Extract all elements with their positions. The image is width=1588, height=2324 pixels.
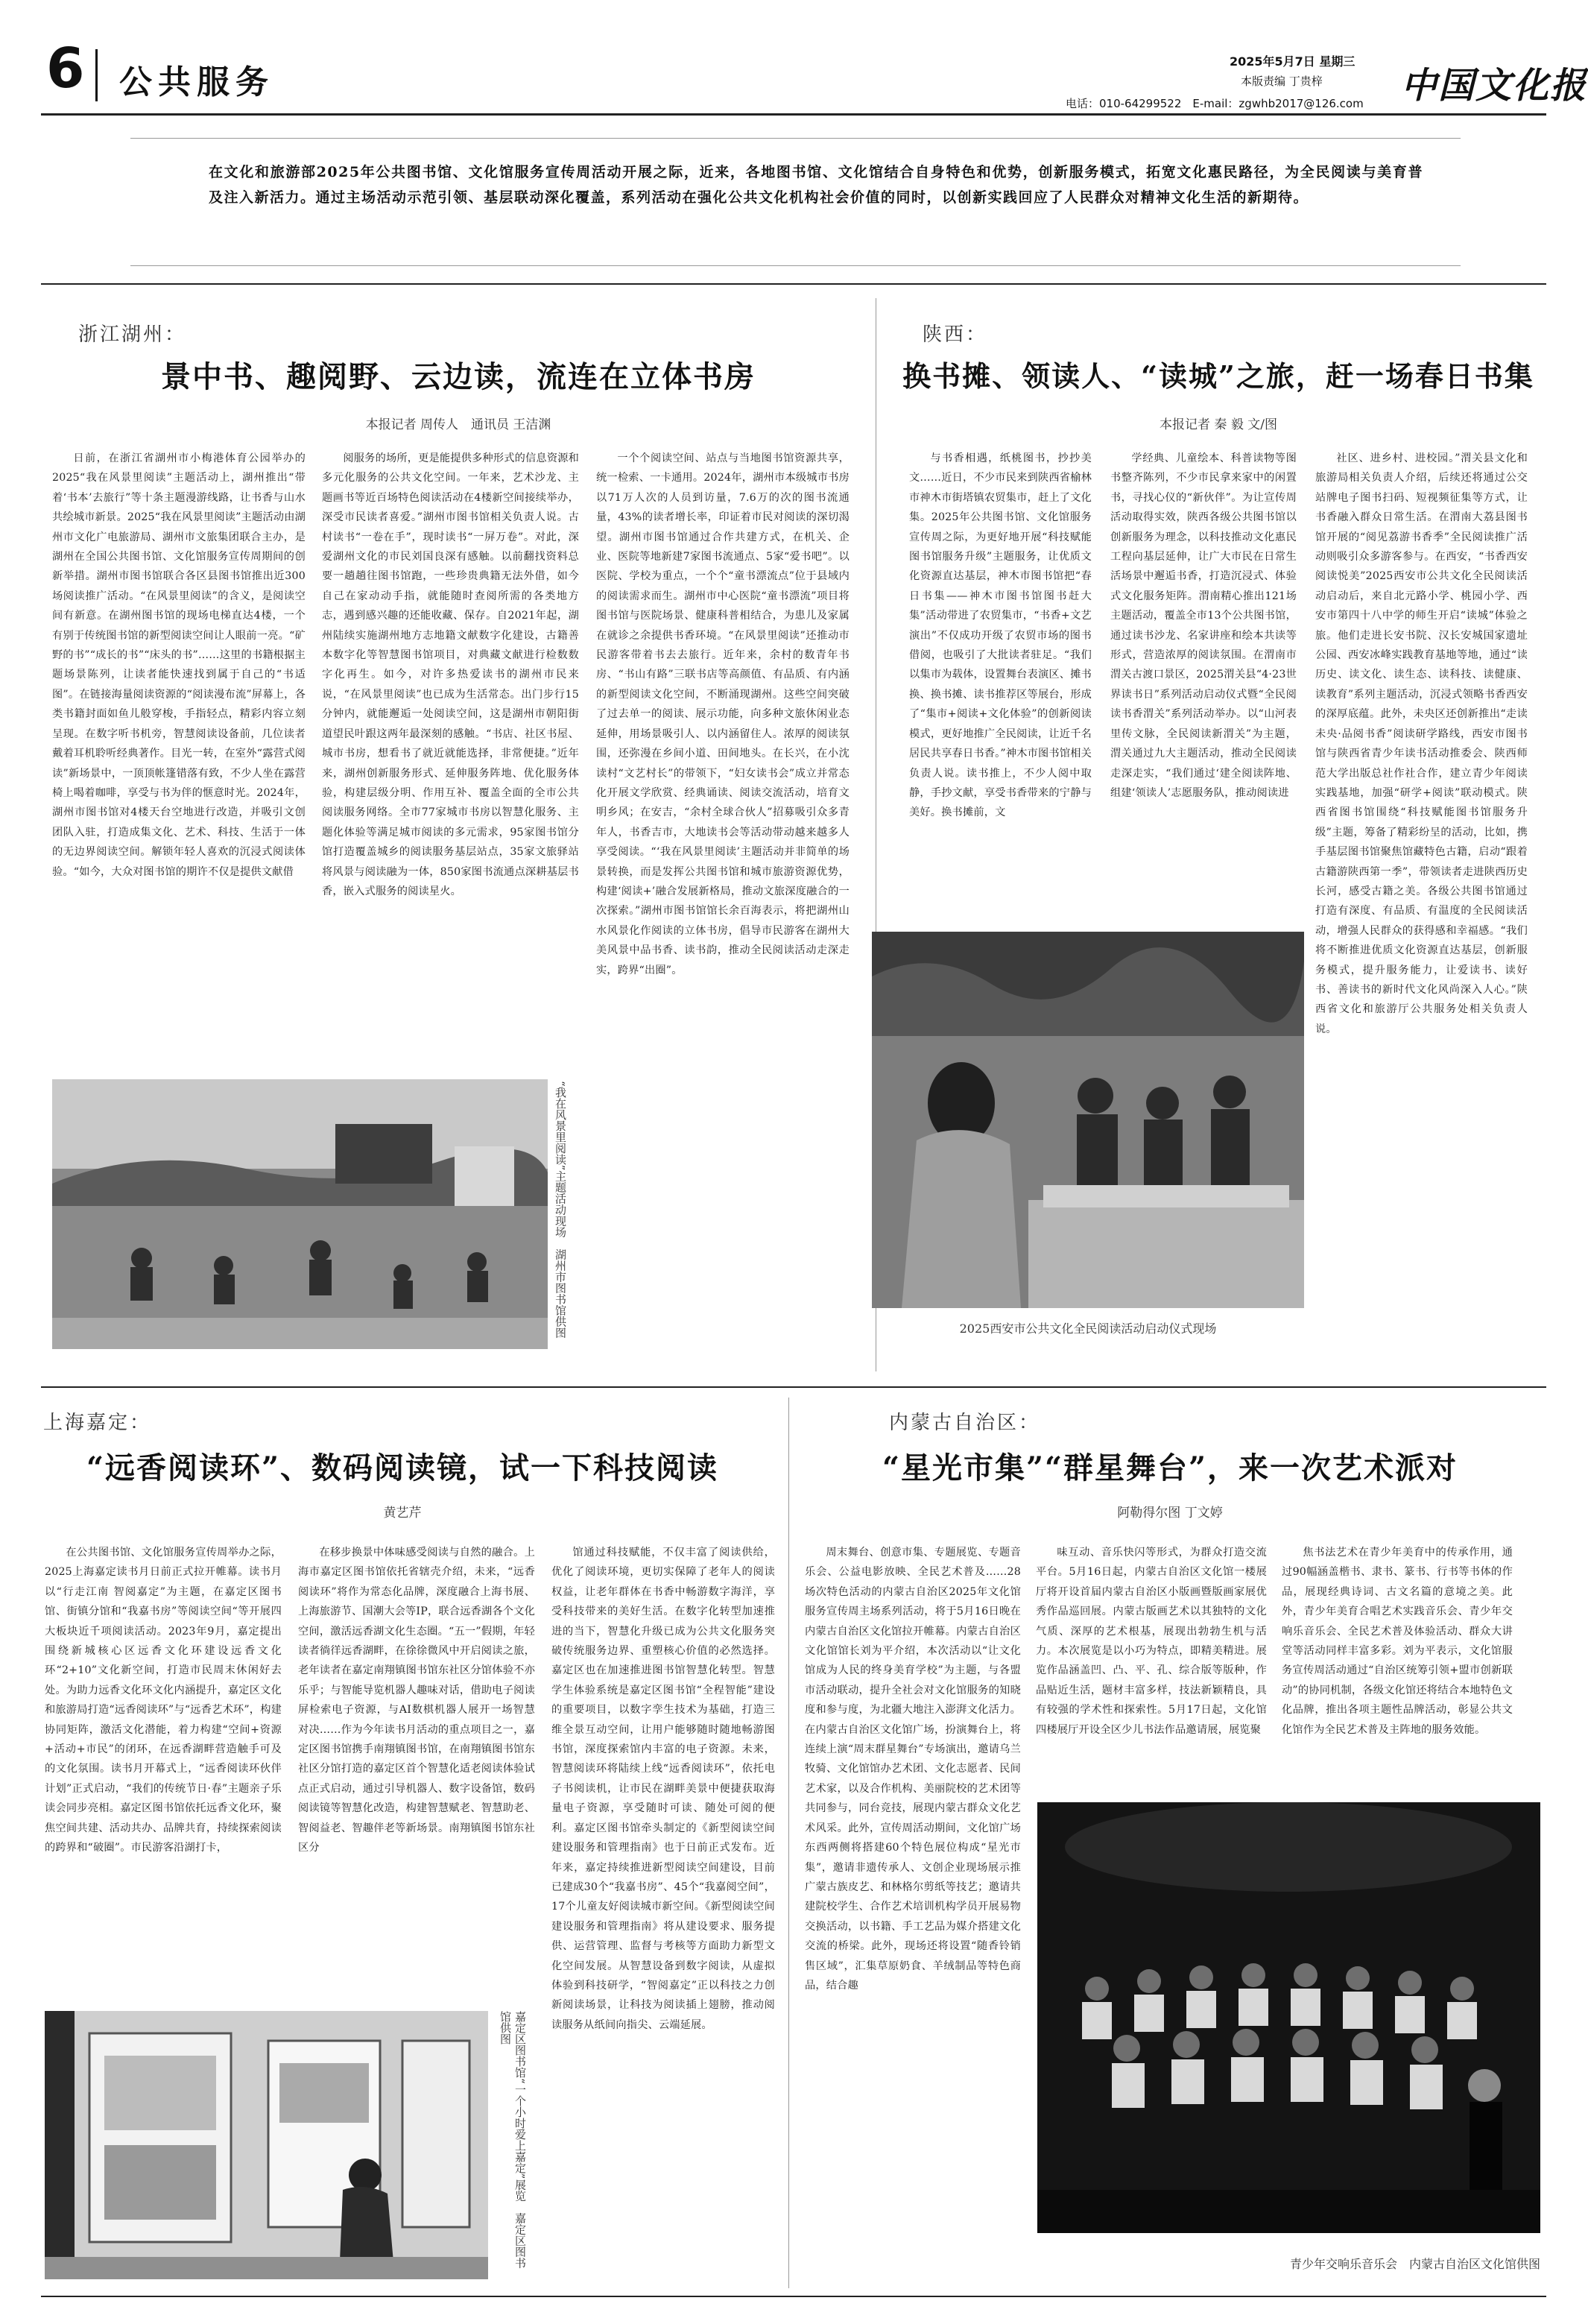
huzhou-photo-scene bbox=[52, 1079, 548, 1349]
body-text: 周末舞台、创意市集、专题展览、专题音乐会、公益电影放映、全民艺术普及……28场次特色活动的内蒙古自治区2025年文化馆服务宣传周主场系列活动，将于5月16日晚在内蒙古自治区文化馆拉开帷幕。内蒙古自治区文化馆馆长刘为平介绍，本次活动以“让文化馆成为人民的终身美育学校”为主题，与各盟市活动联动，提升全社会对文化馆服务的知晓度和参与度，为北疆大地注入澎湃文化活力。在内蒙古自治区文化馆广场，扮演舞台上，将连续上演“周末群星舞台”专场演出，邀请乌兰牧骑、文化馆馆办艺术团、文化志愿者、民间艺术家，以及合作机构、美丽院校的艺术团等共同参与，同台竞技，展现内蒙古群众文化艺术风采。此外，宣传周活动期间，文化馆广场东西两侧将搭建60个特色展位构成“星光市集”，邀请非遗传承人、文创企业现场展示推广蒙古族皮艺、和林格尔剪纸等技艺；邀请共建院校学生、合作艺术培训机构学员开展易物交换活动，以书籍、手工艺品为媒介搭建文化交流的桥梁。此外，现场还将设置“随香铃销售区域”，汇集草原奶食、羊绒制品等特色商品，结合趣 bbox=[805, 1547, 1021, 1992]
page-number: 6 bbox=[46, 37, 85, 101]
middle-rule bbox=[41, 1386, 1546, 1388]
article-huzhou-col3 bbox=[596, 449, 850, 1269]
headline-huzhou: 景中书、趣阅野、云边读，流连在立体书房 bbox=[161, 359, 756, 394]
photo-shaanxi-ceremony bbox=[872, 932, 1304, 1308]
article-neimenggu-col3 bbox=[1282, 1543, 1513, 1789]
photo-caption-neimenggu: 青少年交响乐音乐会 内蒙古自治区文化馆供图 bbox=[1289, 2257, 1540, 2271]
page-bottom-rule bbox=[41, 2296, 1546, 2297]
article-neimenggu-col2 bbox=[1036, 1543, 1267, 1789]
byline-jiading: 黄艺芹 bbox=[383, 1506, 422, 1521]
body-text: 社区、进乡村、进校园。”渭关县文化和旅游局相关负责人介绍，后续还将通过公交站牌电子图书扫码、短视频征集等方式，让书香融入群众日常生活。在渭南大荔县图书馆开展的“阅见荔游书香季”全民阅读推广活动则吸引众多游客参与。在西安，“书香西安 阅读悦美”2025西安市公共文化全民阅读活动启动后，来自北元路小学、桃园小学、西安市第四十八中学的师生开启“读城”体验之旅。他们走进长安书院、汉长安城国家遗址公园、西安冰峰实践教育基地等地，通过“读历史、读文化、读生态、读科技、读健康、读教育”系列主题活动，沉浸式领略书香西安的深厚底蕴。此外，未央区还创新推出“走读未央·品阅书香”阅读研学路线，西安市图书馆与陕西省青少年读书活动推委会、陕西师范大学出版总社作社合作，建立青少年阅读实践基地，加强“研学+阅读”联动模式。陕西省图书馆围绕“科技赋能图书馆服务升级”主题，筹备了精彩纷呈的活动，比如，携手基层图书馆聚焦馆藏特色古籍，启动“跟着古籍游陕西第一季”，带领读者走进陕西历史长河，感受古籍之美。各级公共图书馆通过打造有深度、有品质、有温度的全民阅读活动，增强人民群众的获得感和幸福感。“我们将不断推进优质文化资源直达基层，创新服务模式，提升服务能力，让爱读书、读好书、善读书的新时代文化风尚深入人心。”陕西省文化和旅游厅公共服务处相关负责人说。 bbox=[1315, 452, 1528, 1035]
article-neimenggu-col1 bbox=[805, 1543, 1021, 2277]
page-number-rule bbox=[95, 49, 98, 101]
intro-text: 在文化和旅游部2025年公共图书馆、文化馆服务宣传周活动开展之际，近来，各地图书馆、文化馆结合自身特色和优势，创新服务模式，拓宽文化惠民路径，为全民阅读与美育普及注入新活力。通过主场活动示范引领、基层联动深化覆盖，系列活动在强化公共文化机构社会价值的同时，以创新实践回应了人民群众对精神文化生活的新期待。 bbox=[209, 164, 1423, 206]
photo-neimenggu-orchestra bbox=[1037, 1802, 1540, 2233]
editor-line: 本版责编 丁贵梓 bbox=[1241, 75, 1323, 88]
column-divider-bottom bbox=[788, 1398, 789, 2288]
intro-box bbox=[130, 138, 1461, 266]
byline-huzhou: 本报记者 周传人 通讯员 王洁渊 bbox=[365, 417, 551, 432]
section-title: 公共服务 bbox=[119, 63, 274, 101]
jiading-photo-scene bbox=[45, 2011, 488, 2279]
region-label-jiading: 上海嘉定： bbox=[43, 1412, 152, 1434]
article-huzhou-col2 bbox=[322, 449, 579, 1052]
region-label-neimenggu: 内蒙古自治区： bbox=[889, 1412, 1041, 1434]
contact-line: 电话：010-64299522 E-mail：zgwhb2017@126.com bbox=[1066, 97, 1364, 110]
article-jiading-col2 bbox=[298, 1543, 535, 1994]
article-jiading-col1 bbox=[45, 1543, 282, 1994]
body-text: 一个个阅读空间、站点与当地图书馆资源共享，统一检索、一卡通用。2024年，湖州市本级城市书房以71万人次的人员到访量，7.6万的次的图书流通量，43%的读者增长率，印证着市民对阅读的深切渴望。湖州市图书馆通过合作共建方式，在机关、企业、医院等地新建7家图书流通点、5家“爱书吧”。以医院、学校为重点，一个个“童书漂流点”位于县域内的阅读需求而生。湖州市中心医院“童书漂流”项目将图书馆与医院场景、健康科普相结合，为患儿及家属在就诊之余提供书香环境。“在风景里阅读”还推动市民游客带着书去去旅行。近年来，余村的数青年书房、“书山有路”三联书店等高颜值、有品质、有内涵的新型阅读文化空间，不断涌现湖州。这些空间突破了过去单一的阅读、展示功能，向多种文旅休闲业态延伸，用场景吸引人、以内涵留住人。浓厚的阅读氛围，还弥漫在乡间小道、田间地头。在长兴，在小沈读村“文艺村长”的带领下，“妇女读书会”成立并常态化开展文学欣赏、经典诵读、阅读交流活动，培育文明乡风；在安吉，“余村全球合伙人”招募吸引众多青年人，书香吉市，大地读书会等活动带动越来越多人享受阅读。“‘我在风景里阅读’主题活动并非简单的场景转换，而是发挥公共图书馆和城市旅游资源优势，构建‘阅读+’融合发展新格局，推动文旅深度融合的一次探索。”湖州市图书馆馆长余百海表示，将把湖州山水风景化作阅读的立体书房，倡导市民游客在湖州大美风景中品书香、读书韵，推动全民阅读活动走深走实，跨界“出圈”。 bbox=[596, 452, 850, 976]
body-text: 焦书法艺术在青少年美育中的传承作用，通过90幅涵盖楷书、隶书、篆书、行书等书体的作品，展现经典诗词、古文名篇的意境之美。此外，青少年美育合唱艺术实践音乐会、青少年交响乐音乐会、全民艺术普及体验活动、群众大讲堂等活动同样丰富多彩。刘为平表示，文化馆服务宣传周活动通过“自治区统筹引领+盟市创新联动”的协同机制，各级文化馆还将结合本地特色文化品牌，推出各项主题性品牌活动，彰显公共文化馆作为全民艺术普及主阵地的服务效能。 bbox=[1282, 1547, 1513, 1736]
article-shaanxi-col1 bbox=[909, 449, 1092, 926]
body-text: 与书香相遇，纸桃图书，抄抄美文……近日，不少市民来到陕西省榆林市神木市街塔镇农贸集市，赶上了文化集。2025年公共图书馆、文化馆服务宣传周之际，为更好地开展“科技赋能图书馆服务升级”主题服务，让优质文化资源直达基层，神木市图书馆把“春日书集——神木市图书馆图书赶大集”活动带进了农贸集市，“书香+文艺演出”不仅成功开级了农贸市场的图书借阅，也吸引了大批读者驻足。“我们以集市为载体，设置舞台表演区、摊书换、换书摊、读书推荐区等展台，形成了“集市+阅读+文化体验”的创新阅读模式，更好地推广全民阅读，让近千名居民共享春日书香。”神木市图书馆相关负责人说。读书推上，不少人阅中取静，手抄文献，享受书香带来的宁静与美好。换书摊前，文 bbox=[909, 452, 1092, 819]
body-text: 学经典、儿童绘本、科普读物等图书整齐陈列，不少市民拿来家中的闲置书，寻找心仪的“新伙伴”。为让宣传周活动取得实效，陕西各级公共图书馆以创新服务为理念，以科技推动文化惠民工程向基层延伸，让广大市民在日常生活场景中邂逅书香，打造沉浸式、体验式文化服务矩阵。渭南精心推出121场主题活动，覆盖全市13个公共图书馆，通过读书沙龙、名家讲座和绘本共读等形式，营造浓厚的阅读氛围。在渭南市渭关古渡口景区，2025渭关县“4·23世界读书日”系列活动启动仪式暨“全民阅读书香渭关”系列活动举办。以“山河表里传文脉，全民阅读新渭关”为主题，渭关通过九大主题活动，推动全民阅读走深走实，“我们通过‘建全阅读阵地、组建‘领读人’志愿服务队，推动阅读进 bbox=[1110, 452, 1297, 799]
byline-neimenggu: 阿勒得尔图 丁文婷 bbox=[1117, 1506, 1223, 1521]
article-shaanxi-col2 bbox=[1110, 449, 1297, 926]
headline-jiading: “远香阅读环”、数码阅读镜，试一下科技阅读 bbox=[86, 1450, 718, 1485]
body-text: 阅服务的场所，更是能提供多种形式的信息资源和多元化服务的公共文化空间。一年来，艺术沙龙、主题画书等近百场特色阅读活动在4楼新空间接续举办，深受市民读者喜爱。”湖州市图书馆相关负责人说。古村读书“一卷在手”，现时读书“一屏万卷”。对此，深爱湖州文化的市民刘国良深有感触。以前翻找资料总要一趟趟往图书馆跑，一些珍贵典籍无法外借，如今自己在家动动手指，就能随时查阅所需的各类地方志，遇到感兴趣的还能收藏、保存。自2021年起，湖州陆续实施湖州地方志地籍文献数字化建设，古籍善本数字化等智慧图书馆项目，对典藏文献进行检数数字化再生。如今，对许多热爱读书的湖州市民来说，“在风景里阅读”也已成为生活常态。出门步行15分钟内，就能邂逅一处阅读空间，这是湖州市朝阳街道望民叶跟这两年最深刻的感触。“书店、社区书屋、城市书房，想看书了就近就能选择，非常便捷。”近年来，湖州创新服务形式、延伸服务阵地、优化服务体验，构建层级分明、作用互补、覆盖全面的全市公共阅读服务网络。全市77家城市书房以智慧化服务、主题化体验等满足城市阅读的多元需求，95家图书馆分馆打造覆盖城乡的阅读服务基层站点，35家文旅驿站将风景与阅读融为一体，850家图书流通点深耕基层书香，嵌入式服务的阅读星火。 bbox=[322, 452, 579, 897]
photo-caption-huzhou: “我在风景里阅读”主题活动现场 湖州市图书馆供图 bbox=[554, 1081, 567, 1339]
body-text: 在公共图书馆、文化馆服务宣传周举办之际，2025上海嘉定读书月日前正式拉开帷幕。读书月以“行走江南 智阅嘉定”为主题，在嘉定区图书馆、街镇分馆和“我嘉书房”等阅读空间“等开展四大板块近千项阅读活动。2023年9月，嘉定提出围绕新城核心区远香文化环建设远香文化环“2+10”文化新空间，打造市民周末休闲好去处。为助力远香文化环文化内涵提升，嘉定区文化和旅游局打造“远香阅读环”与“远香艺术环”，构建协同矩阵，激活文化潜能，着力构建“空间+资源+活动+市民”的闭环，在远香湖畔营造触手可及的文化氛围。读书月开幕式上，“远香阅读环伙伴计划”正式启动，“我们的传统节日·春”主题亲子乐读会同步亮相。嘉定区图书馆依托远香文化环，聚焦空间共建、活动共办、品牌共育，持续探索阅读的跨界和“破圈”。市民游客沿湖打卡， bbox=[45, 1547, 282, 1854]
masthead bbox=[0, 0, 1588, 119]
region-label-huzhou: 浙江湖州： bbox=[78, 323, 187, 346]
date-line: 2025年5月7日 星期三 bbox=[1230, 54, 1356, 69]
article-jiading-col3 bbox=[551, 1543, 775, 2273]
headline-shaanxi: 换书摊、领读人、“读城”之旅，赶一场春日书集 bbox=[902, 359, 1534, 393]
article-shaanxi-col3 bbox=[1315, 449, 1528, 1351]
body-text: 馆通过科技赋能，不仅丰富了阅读供给，优化了阅读环境，更切实保障了老年人的阅读权益，让老年群体在书香中畅游数字海洋，享受科技带来的美好生活。在数字化转型加速推进的当下，智慧化升级已成为公共文化服务突破传统服务边界、重塑核心价值的必然选择。嘉定区也在加速推进图书馆智慧化转型。智慧学生体验系统是嘉定区图书馆“全程智能”建设的重要项目，以数字孪生技术为基础，打造三维全景互动空间，让用户能够随时随地畅游图书馆，深度探索馆内丰富的电子资源。未来，智慧阅读环将陆续上线“远香阅读环”，依托电子书阅读机，让市民在湖畔美景中便捷获取海量电子资源，享受随时可读、随处可阅的便利。嘉定区图书馆牵头制定的《新型阅读空间建设服务和管理指南》也于日前正式发布。近年来，嘉定持续推进新型阅读空间建设，目前已建成30个“我嘉书房”、45个“我嘉阅空间”，17个儿童友好阅读城市新空间。《新型阅读空间建设服务和管理指南》将从建设要求、服务提供、运营管理、监督与考核等方面助力新型文化空间发展。从智慧设备到数字阅读，从虚拟体验到科技研学，“智阅嘉定”正以科技之力创新阅读场景，让科技为阅读插上翅膀，推动阅读服务从纸间向指尖、云端延展。 bbox=[551, 1547, 775, 2031]
article-huzhou-col1 bbox=[52, 449, 306, 1052]
intro-bottom-rule bbox=[41, 283, 1546, 285]
shaanxi-photo-scene bbox=[872, 932, 1304, 1308]
body-text: 在移步换景中体味感受阅读与自然的融合。上海市嘉定区图书馆依托省辖壳介绍，未来，“远香阅读环”将作为常态化品牌，深度融合上海书展、上海旅游节、国潮大会等IP，联合远香湖各个文化空间，激活远香湖文化生态圈。“五一”假期，年轻读者徜徉远香湖畔，在徐徐微风中开启阅读之旅，老年读者在嘉定南翔镇图书馆东社区分馆体验不亦乐乎；与智能导览机器人趣味对话，借助电子阅读屏检索电子资源，与AI数棋机器人展开一场智慧对决……作为今年读书月活动的重点项目之一，嘉定区图书馆携手南翔镇图书馆，在南翔镇图书馆东社区分馆打造的嘉定区首个智慧化适老阅读体验试点正式启动，通过引导机器人、数字设备馆，数码阅读镜等智慧化改造，构建智慧赋老、智慧助老、智阅益老、智趣伴老等新场景。南翔镇图书馆东社区分 bbox=[298, 1547, 535, 1854]
newspaper-logo: 中国文化报 bbox=[1401, 65, 1588, 107]
photo-jiading-exhibition bbox=[45, 2011, 488, 2279]
body-text: 味互动、音乐快闪等形式，为群众打造交流平台。5月16日起，内蒙古自治区文化馆一楼展厅将开设首届内蒙古自治区小版画暨版画家展优秀作品巡回展。内蒙古版画艺术以其独特的文化气质、深厚的艺术根基，展现出勃勃生机与活力。本次展览是以小巧为特点，即精美精进。展览作品涵盖凹、凸、平、孔、综合版等版种，作品贴近生活，题材丰富多样，技法新颖精良，具有较强的学术性和探索性。5月17日起，文化馆四楼展厅开设全区少儿书法作品邀请展，展览聚 bbox=[1036, 1547, 1267, 1736]
photo-huzhou-reading-park bbox=[52, 1079, 548, 1349]
photo-caption-jiading: 嘉定区图书馆“一个小时爱上嘉定”展览 嘉定区图书馆供图 bbox=[499, 2011, 527, 2269]
body-text: 日前，在浙江省湖州市小梅港体育公园举办的2025“我在风景里阅读”主题活动上，湖州推出“带着‘书本’去旅行”等十条主题漫游线路，让书香与山水共绘城市新景。2025“我在风景里阅读”主题活动由湖州市文化广电旅游局、湖州市文旅集团联合主办，是湖州在全国公共图书馆、文化馆服务宣传周期间的创新举措。湖州市图书馆联合各区县图书馆推出近300场阅读推广活动。“在风景里阅读”的含义，是阅读空间有新意。在湖州图书馆的现场电梯直达4楼，一个有别于传统图书馆的新型阅读空间让人眼前一亮。“矿野的书”“成长的书”“床头的书”……这里的书籍根据主题场景陈列，让读者能快速找到属于自己的“书适图”。在链接海量阅读资源的“阅读漫布流”屏幕上，各类书籍封面如鱼儿般穿梭，手指轻点，精彩内容立刻呈现。在数字听书机旁，智慧阅读设备前，几位读者戴着耳机聆听经典著作。目光一转，在室外“露营式阅读”新场景中，一顶顶帐篷错落有致，不少人坐在露营椅上喝着咖啡，享受与书为伴的惬意时光。2024年，湖州市图书馆对4楼天台空地进行改造，并吸引文创团队入驻，打造成集文化、艺术、科技、生活于一体的无边界阅读空间。解锁年轻人喜欢的沉浸式阅读体验。“如今，大众对图书馆的期许不仅是提供文献借 bbox=[52, 452, 306, 878]
neimenggu-photo-scene bbox=[1037, 1802, 1540, 2233]
byline-shaanxi: 本报记者 秦 毅 文/图 bbox=[1160, 417, 1277, 432]
region-label-shaanxi: 陕西： bbox=[923, 323, 988, 346]
masthead-rule bbox=[41, 113, 1546, 116]
headline-neimenggu: “星光市集”“群星舞台”，来一次艺术派对 bbox=[882, 1450, 1458, 1485]
photo-caption-shaanxi: 2025西安市公共文化全民阅读活动启动仪式现场 bbox=[959, 1322, 1217, 1336]
